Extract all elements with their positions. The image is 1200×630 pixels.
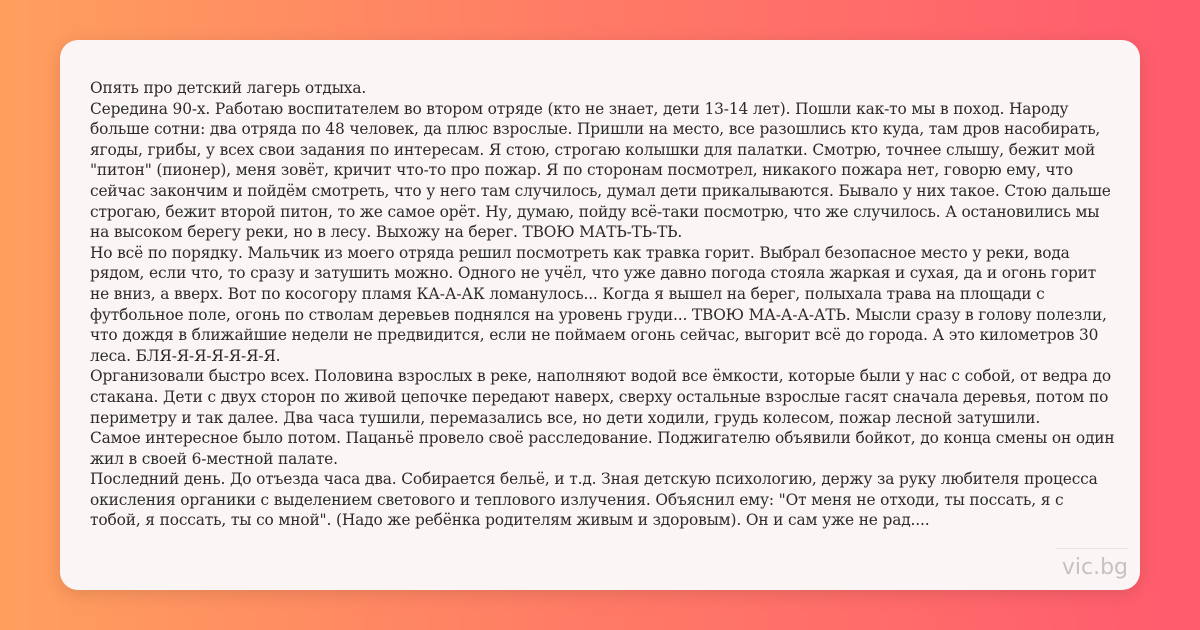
story-paragraph-2: Середина 90-х. Работаю воспитателем во втором отряде (кто не знает, дети 13-14 лет). Пошли как-то мы в поход. Народу больше сотни: два отряда по 48 человек, да плюс взрослые. Пришли на место, все разошлись кто куда, там дров насобирать, ягоды, грибы, у всех свои задания по интересам. Я стою, строгаю колышки для палатки. Смотрю, точнее слышу, бежит мой "питон" (пионер), меня зовёт, кричит что-то про пожар. Я по сторонам посмотрел, никакого пожара нет, говорю ему, что сейчас закончим и пойдём смотреть, что у него там случилось, думал дети прикалываются. Бывало у них такое. Стою дальше строгаю, бежит второй питон, то же самое орёт. Ну, думаю, пойду всё-таки посмотрю, что же случилось. А остановились мы на высоком берегу реки, но в лесу. Выхожу на берег. ТВОЮ МАТЬ-ТЬ-ТЬ. bbox=[90, 99, 1111, 242]
story-card bbox=[60, 40, 1140, 590]
story-paragraph-1: Опять про детский лагерь отдыха. bbox=[90, 79, 367, 97]
story-text bbox=[90, 78, 1115, 531]
site-watermark: vic.bg bbox=[1056, 548, 1128, 580]
story-paragraph-3: Но всё по порядку. Мальчик из моего отряда решил посмотреть как травка горит. Выбрал безопасное место у реки, вода рядом, если что, то сразу и затушить можно. Одного не учёл, что уже давно погода стояла жаркая и сухая, да и огонь горит не вниз, а вверх. Вот по косогору пламя КА-А-АК ломанулось... Когда я вышел на берег, полыхала трава на площади с футбольное поле, огонь по стволам деревьев поднялся на уровень груди... ТВОЮ МА-А-А-АТЬ. Мысли сразу в голову полезли, что дождя в ближайшие недели не предвидится, если не поймаем огонь сейчас, выгорит всё до города. А это километров 30 леса. БЛЯ-Я-Я-Я-Я-Я-Я. bbox=[90, 243, 1107, 365]
story-paragraph-6: Последний день. До отъезда часа два. Собирается бельё, и т.д. Зная детскую психологию, держу за руку любителя процесса окисления органики с выделением светового и теплового излучения. Объяснил ему: "От меня не отходи, ты поссать, я с тобой, я поссать, ты со мной". (Надо же ребёнка родителям живым и здоровым). Он и сам уже не рад.... bbox=[90, 470, 1098, 530]
story-paragraph-5: Самое интересное было потом. Пацаньё провело своё расследование. Поджигателю объявили бойкот, до конца смены он один жил в своей 6-местной палате. bbox=[90, 429, 1115, 468]
story-paragraph-4: Организовали быстро всех. Половина взрослых в реке, наполняют водой все ёмкости, которые были у нас с собой, от ведра до стакана. Дети с двух сторон по живой цепочке передают наверх, сверху остальные взрослые гасят сначала деревья, потом по периметру и так далее. Два часа тушили, перемазались все, но дети ходили, грудь колесом, пожар лесной затушили. bbox=[90, 367, 1111, 427]
